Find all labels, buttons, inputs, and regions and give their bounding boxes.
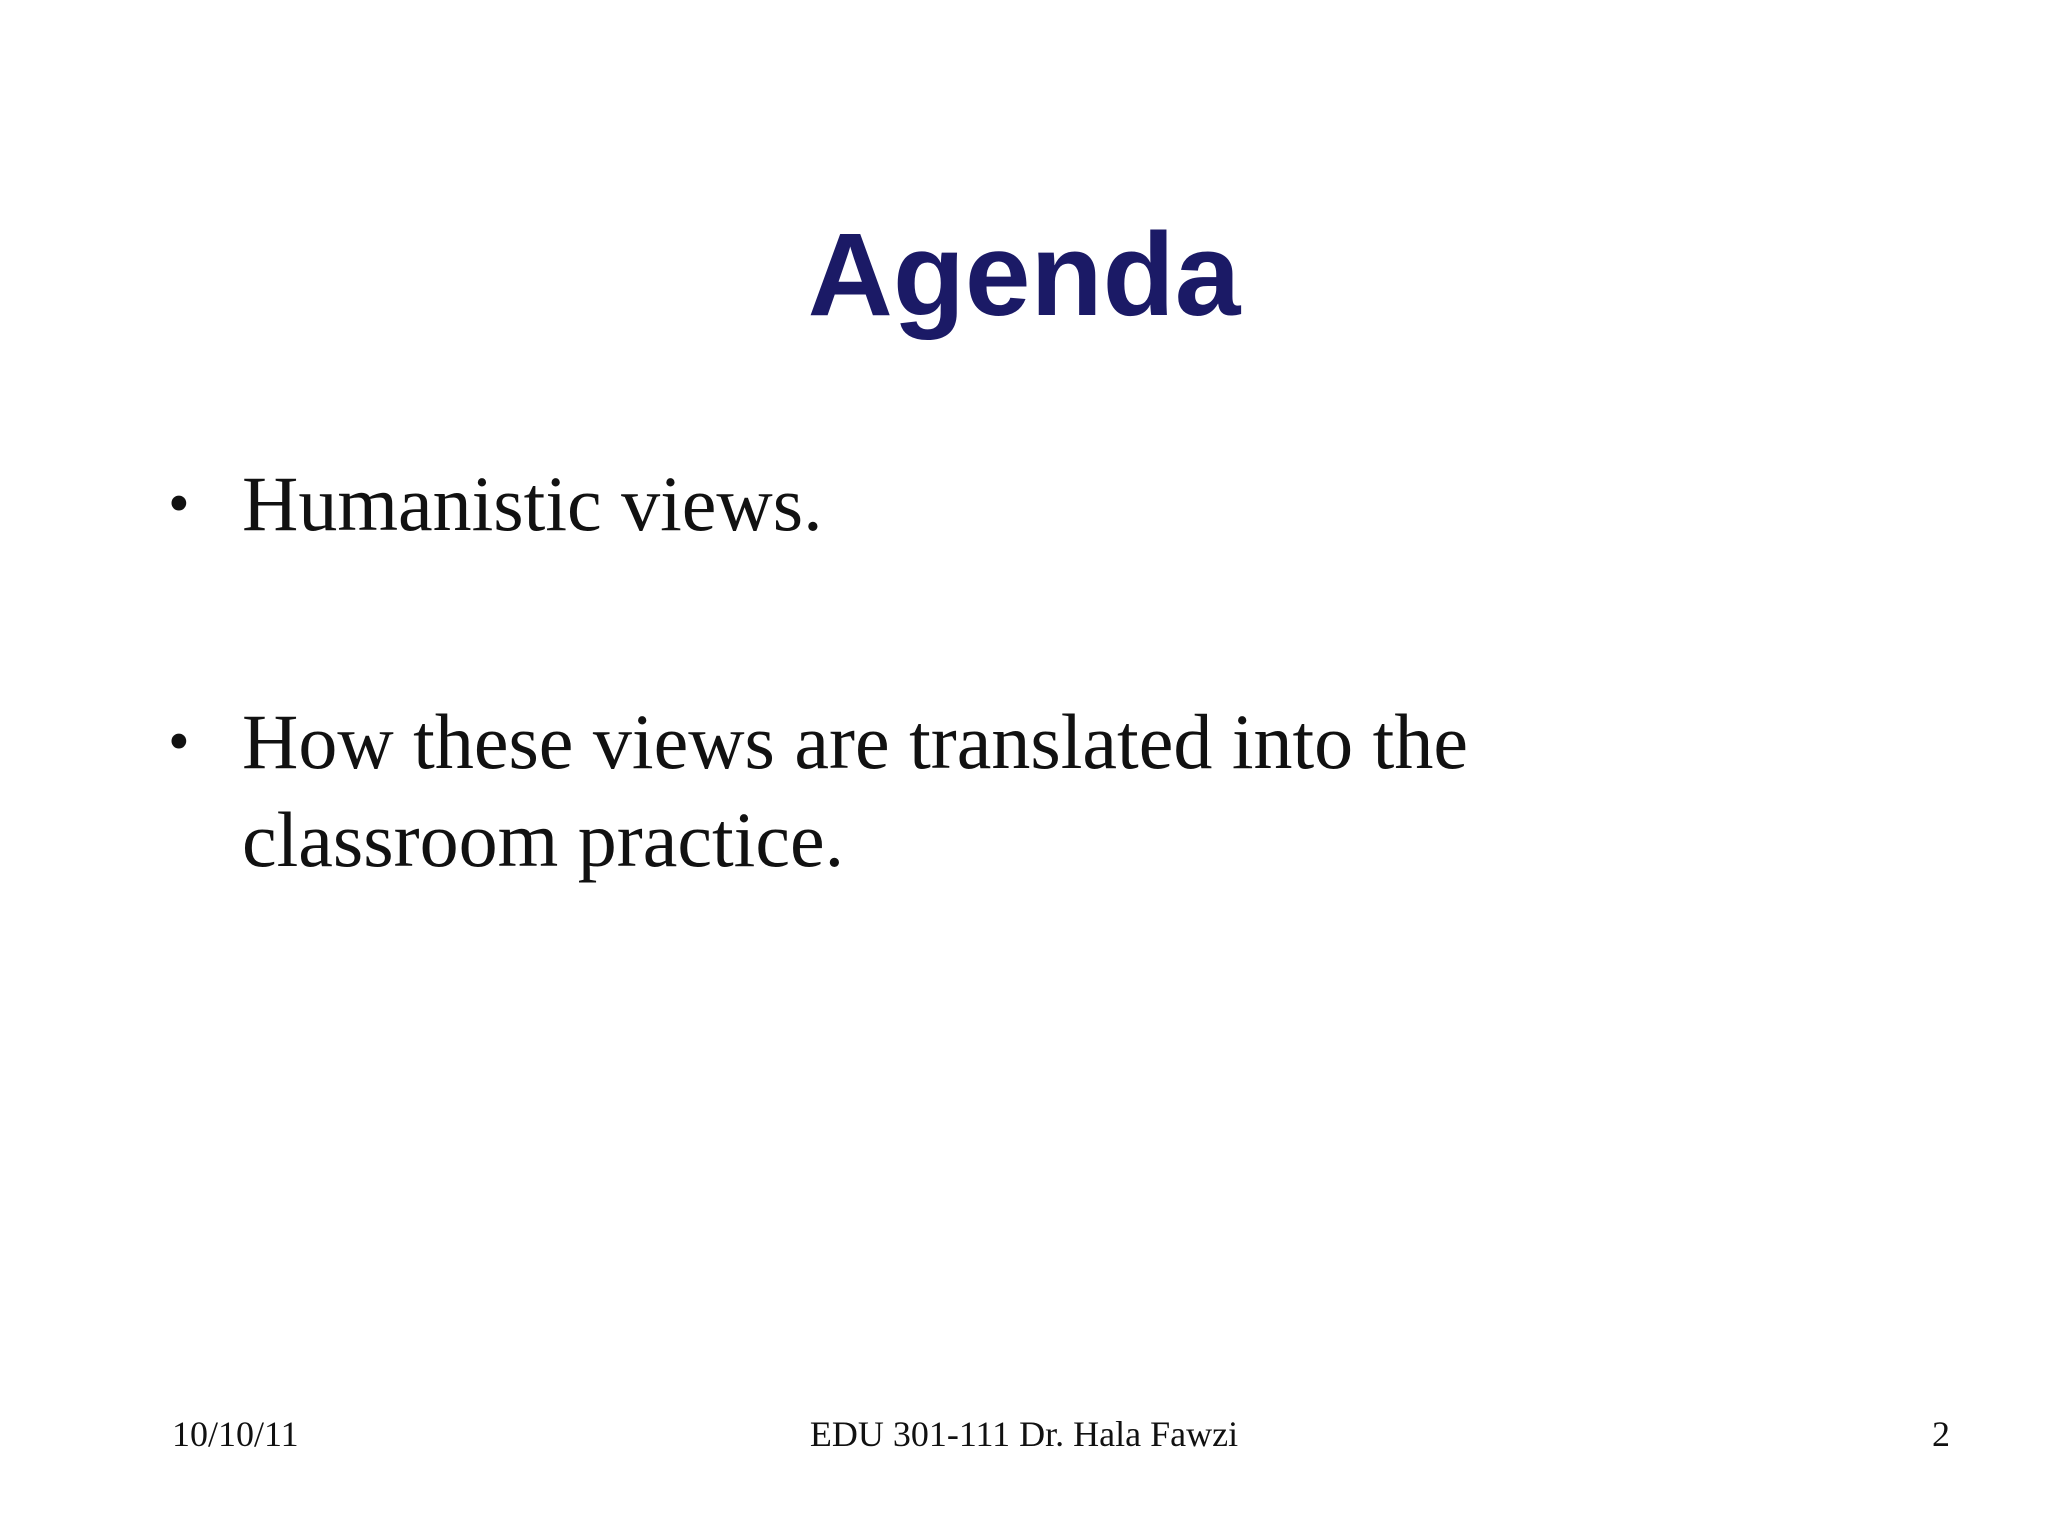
- slide-title: Agenda: [807, 209, 1241, 341]
- bullet-marker: •: [168, 708, 190, 776]
- footer-course-info: EDU 301-111 Dr. Hala Fawzi: [809, 1414, 1239, 1454]
- bullet-marker: •: [168, 470, 190, 538]
- footer-date: 10/10/11: [172, 1414, 299, 1454]
- bullet-text: Humanistic views.: [242, 460, 823, 547]
- slide-number: 2: [1932, 1414, 1950, 1454]
- bullet-text: How these views are translated into the classroom practice.: [242, 698, 1468, 883]
- bullet-item: [168, 693, 1728, 889]
- bullet-item: [168, 455, 1728, 553]
- bullet-list: [168, 455, 1728, 889]
